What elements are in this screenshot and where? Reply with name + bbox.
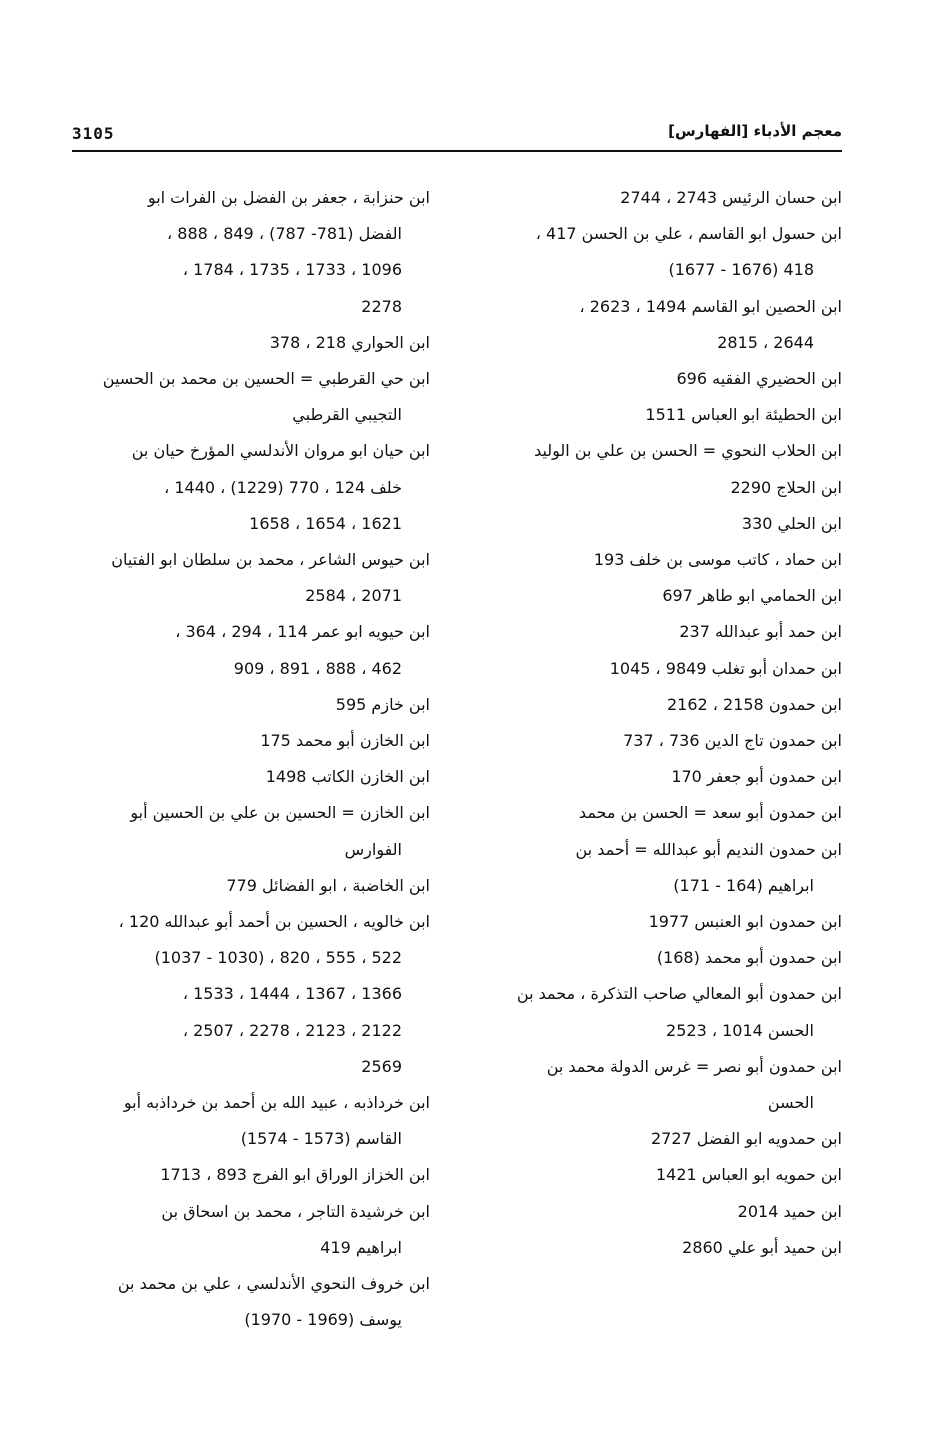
index-entry-continuation: 1096 ، 1733 ، 1735 ، 1784 ، (182, 260, 402, 280)
index-entry (486, 506, 842, 542)
index-entry-continuation: 1366 ، 1367 ، 1444 ، 1533 ، (182, 984, 402, 1004)
index-entry (486, 1230, 842, 1266)
index-entry (486, 1121, 842, 1157)
index-entry-continuation: ابراهيم (164 - 171) (673, 875, 814, 895)
index-entry (486, 651, 842, 687)
index-entry-continuation: خلف 124 ، 770 (1229) ، 1440 ، (164, 477, 402, 497)
index-entry (72, 542, 430, 614)
index-entry-head: ابن حمد أبو عبدالله 237 (679, 622, 842, 642)
index-entry-continuation: الفوارس (344, 839, 402, 859)
index-entry (72, 361, 430, 433)
index-entry-continuation: 522 ، 555 ، 820 ، (1030 - 1037) (154, 948, 402, 968)
index-entry-head: ابن الخزاز الوراق ابو الفرج 893 ، 1713 (160, 1165, 430, 1185)
index-entry (486, 433, 842, 469)
index-entry-head: ابن الحواري 218 ، 378 (269, 332, 430, 352)
index-entry (72, 904, 430, 1085)
index-entry (72, 433, 430, 542)
index-entry (72, 614, 430, 686)
index-entry (486, 542, 842, 578)
index-entry (486, 180, 842, 216)
index-entry-head: ابن حماد ، كاتب موسى بن خلف 193 (593, 550, 842, 570)
index-entry-head: ابن خازم 595 (335, 694, 430, 714)
index-entry-continuation: الحسن 1014 ، 2523 (666, 1020, 814, 1040)
index-entry (486, 470, 842, 506)
index-entry (72, 759, 430, 795)
index-entry-head: ابن حمدون 2158 ، 2162 (666, 694, 842, 714)
index-entry (486, 795, 842, 831)
index-entry-continuation: ابراهيم 419 (320, 1237, 402, 1257)
index-entry-head: ابن حمدويه ابو الفضل 2727 (650, 1129, 842, 1149)
index-entry-head: ابن الخازن أبو محمد 175 (260, 731, 430, 751)
index-entry (486, 216, 842, 288)
index-entry-head: ابن الخاضبة ، ابو الفضائل 779 (226, 875, 430, 895)
index-entry-head: ابن خرداذبه ، عبيد الله بن أحمد بن خرداذبه أبو (123, 1093, 430, 1113)
index-entry (72, 1266, 430, 1338)
index-entry-head: ابن خالويه ، الحسين بن أحمد أبو عبدالله 120 ، (118, 912, 430, 932)
index-entry-continuation: 2278 (361, 296, 402, 316)
index-entry (486, 361, 842, 397)
index-entry-head: ابن حمدون أبو جعفر 170 (671, 767, 842, 787)
index-entry-head: ابن الحصين ابو القاسم 1494 ، 2623 ، (579, 296, 842, 316)
index-entry-head: ابن حيان ابو مروان الأندلسي المؤرخ حيان بن (131, 441, 430, 461)
index-entry (486, 397, 842, 433)
index-entry (72, 1194, 430, 1266)
index-entry (72, 180, 430, 325)
index-entry-continuation: التجيبي القرطبي (292, 405, 402, 425)
index-column-right (486, 180, 842, 1266)
index-entry-head: ابن حيوس الشاعر ، محمد بن سلطان ابو الفتيان (111, 550, 430, 570)
index-entry-continuation: 418 (1676 - 1677) (668, 260, 814, 280)
index-entry-head: ابن حسول ابو القاسم ، علي بن الحسن 417 ، (535, 224, 842, 244)
index-entry (72, 723, 430, 759)
index-entry (72, 868, 430, 904)
index-entry-head: ابن حي القرطبي = الحسين بن محمد بن الحسين (102, 369, 430, 389)
index-entry (72, 1157, 430, 1193)
index-entry-head: ابن حمدون تاج الدين 736 ، 737 (623, 731, 842, 751)
index-column-left (72, 180, 430, 1339)
index-entry-continuation: الحسن (767, 1093, 814, 1113)
index-entry-head: ابن حيويه ابو عمر 114 ، 294 ، 364 ، (175, 622, 430, 642)
page-header (72, 122, 842, 152)
index-entry (486, 1049, 842, 1121)
index-entry-head: ابن الحضيري الفقيه 696 (676, 369, 842, 389)
index-entry-continuation: يوسف (1969 - 1970) (244, 1310, 402, 1330)
header-rule (72, 150, 842, 152)
index-entry (486, 687, 842, 723)
index-entry-head: ابن حمدون أبو نصر = غرس الدولة محمد بن (546, 1056, 842, 1076)
index-entry (486, 976, 842, 1048)
index-entry-continuation: 462 ، 888 ، 891 ، 909 (233, 658, 402, 678)
index-entry (72, 1085, 430, 1157)
index-entry (72, 325, 430, 361)
index-entry (486, 614, 842, 650)
index-entry-continuation: 2644 ، 2815 (717, 332, 814, 352)
index-entry-head: ابن الخازن = الحسين بن علي بن الحسين أبو (130, 803, 430, 823)
index-entry-head: ابن حسان الرئيس 2743 ، 2744 (620, 188, 842, 207)
index-entry (486, 723, 842, 759)
index-entry (486, 904, 842, 940)
index-entry (486, 578, 842, 614)
index-entry-continuation: 1621 ، 1654 ، 1658 (249, 513, 402, 533)
index-entry-continuation: 2122 ، 2123 ، 2278 ، 2507 ، (182, 1020, 402, 1040)
index-entry-head: ابن حميد 2014 (737, 1201, 842, 1221)
index-entry-head: ابن حنزابة ، جعفر بن الفضل بن الفرات ابو (147, 188, 430, 207)
index-entry-continuation: الفضل (781- 787) ، 849 ، 888 ، (167, 224, 402, 244)
index-entry-continuation: القاسم (1573 - 1574) (240, 1129, 402, 1149)
index-entry-head: ابن حمويه ابو العباس 1421 (655, 1165, 842, 1185)
index-entry-head: ابن الحلي 330 (741, 513, 842, 533)
index-entry-head: ابن حمدون النديم أبو عبدالله = أحمد بن (575, 839, 842, 859)
index-entry-head: ابن حميد أبو علي 2860 (682, 1237, 842, 1257)
index-entry (486, 1194, 842, 1230)
index-entry (72, 795, 430, 867)
index-entry-head: ابن حمدون أبو سعد = الحسن بن محمد (578, 803, 842, 823)
book-title: معجم الأدباء [الفهارس] (668, 122, 842, 140)
page-number: 3105 (72, 124, 115, 143)
index-entry-head: ابن الحطيئة ابو العباس 1511 (645, 405, 842, 425)
index-entry-head: ابن خرشيدة التاجر ، محمد بن اسحاق بن (161, 1201, 430, 1221)
index-entry-head: ابن حمدون أبو محمد (168) (656, 948, 842, 968)
index-entry-continuation: 2071 ، 2584 (305, 586, 402, 606)
index-entry-head: ابن الخازن الكاتب 1498 (265, 767, 430, 787)
index-entry (486, 289, 842, 361)
index-entry-head: ابن حمدون أبو المعالي صاحب التذكرة ، محمد بن (516, 984, 842, 1004)
index-entry-head: ابن حمدون ابو العنبس 1977 (648, 912, 842, 932)
index-entry (72, 687, 430, 723)
index-entry (486, 832, 842, 904)
index-entry-head: ابن خروف النحوي الأندلسي ، علي بن محمد بن (117, 1274, 430, 1294)
index-entry-continuation: 2569 (361, 1056, 402, 1076)
index-entry (486, 940, 842, 976)
index-entry (486, 1157, 842, 1193)
index-entry (486, 759, 842, 795)
index-entry-head: ابن الحلاج 2290 (730, 477, 842, 497)
index-entry-head: ابن حمدان أبو تغلب 9849 ، 1045 (609, 658, 842, 678)
index-entry-head: ابن الحلاب النحوي = الحسن بن علي بن الوليد (534, 441, 842, 461)
index-entry-head: ابن الحمامي ابو طاهر 697 (662, 586, 842, 606)
